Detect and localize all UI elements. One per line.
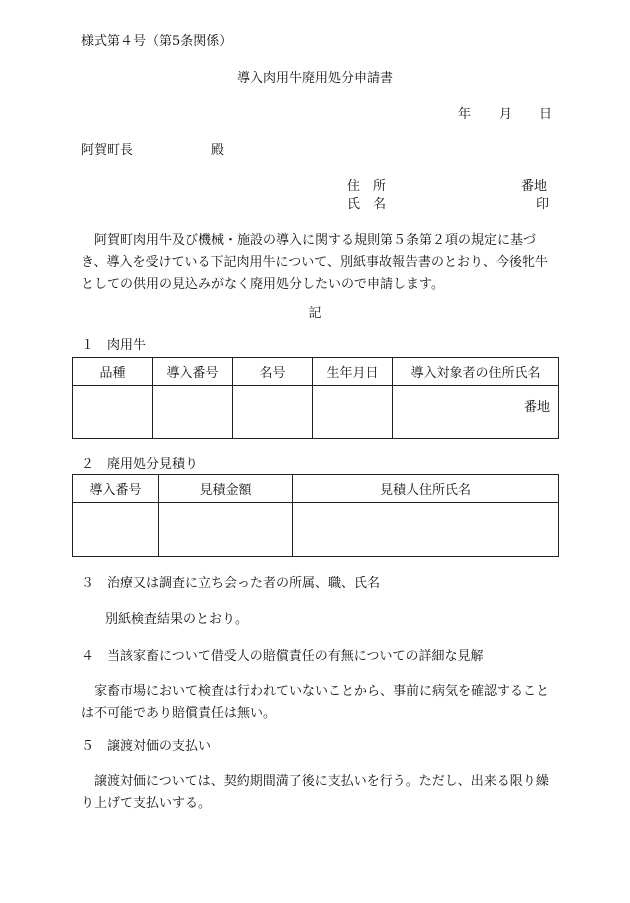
- section4-text: 家畜市場において検査は行われていないことから、事前に病気を確認することは不可能であり賠償責任は無い。: [81, 684, 550, 721]
- header-estimate-amount: 見積金額: [159, 475, 293, 503]
- name-label: 氏 名: [347, 197, 387, 212]
- cell-estimator: [293, 503, 559, 557]
- cell-breed: [73, 386, 153, 439]
- table-header-row: [73, 475, 559, 503]
- date-day: 日: [539, 107, 553, 122]
- header-intro-number: 導入番号: [73, 475, 159, 503]
- table-header-row: [73, 358, 559, 386]
- addressee-name: 阿賀町長: [81, 143, 134, 158]
- header-estimator: 見積人住所氏名: [293, 475, 559, 503]
- table-row: [73, 386, 559, 439]
- addressee-honorific: 殿: [211, 143, 225, 158]
- section3-text: 別紙検査結果のとおり。: [105, 612, 249, 627]
- cattle-table: [72, 357, 559, 439]
- header-intro-number: 導入番号: [153, 358, 233, 386]
- address-label: 住 所: [347, 179, 387, 194]
- header-birth-date: 生年月日: [313, 358, 393, 386]
- section5-text: 譲渡対価については、契約期間満了後に支払いを行う。ただし、出来る限り繰り上げて支払いする。: [81, 774, 549, 811]
- table-row: [73, 503, 559, 557]
- header-breed: 品種: [73, 358, 153, 386]
- seal-mark: 印: [536, 197, 550, 212]
- cell-estimate-amount: [159, 503, 293, 557]
- cell-intro-number: [73, 503, 159, 557]
- document-title: 導入肉用牛廃用処分申請書: [236, 71, 393, 86]
- section5-heading: ５ 譲渡対価の支払い: [81, 739, 212, 754]
- header-recipient-address: 導入対象者の住所氏名: [393, 358, 559, 386]
- form-number: 様式第４号（第5条関係）: [81, 34, 233, 49]
- section1-heading: １ 肉用牛: [81, 338, 147, 353]
- cell-recipient-address: 番地: [393, 386, 559, 439]
- estimate-table: [72, 474, 559, 557]
- cell-intro-number: [153, 386, 233, 439]
- section2-heading: ２ 廃用処分見積り: [81, 457, 199, 472]
- ki-mark: 記: [308, 306, 322, 321]
- section4-heading: ４ 当該家畜について借受人の賠償責任の有無についての詳細な見解: [81, 649, 484, 664]
- cell-animal-name: [233, 386, 313, 439]
- date-year: 年: [458, 107, 472, 122]
- date-month: 月: [499, 107, 513, 122]
- header-animal-name: 名号: [233, 358, 313, 386]
- address-suffix: 番地: [521, 179, 548, 194]
- section3-heading: ３ 治療又は調査に立ち会った者の所属、職、氏名: [81, 576, 381, 591]
- cell-birth-date: [313, 386, 393, 439]
- application-body: 阿賀町肉用牛及び機械・施設の導入に関する規則第５条第２項の規定に基づき、導入を受けている下記肉用牛について、別紙事故報告書のとおり、今後牝牛としての供用の見込みがなく廃用処分したいので申請します。: [81, 233, 548, 292]
